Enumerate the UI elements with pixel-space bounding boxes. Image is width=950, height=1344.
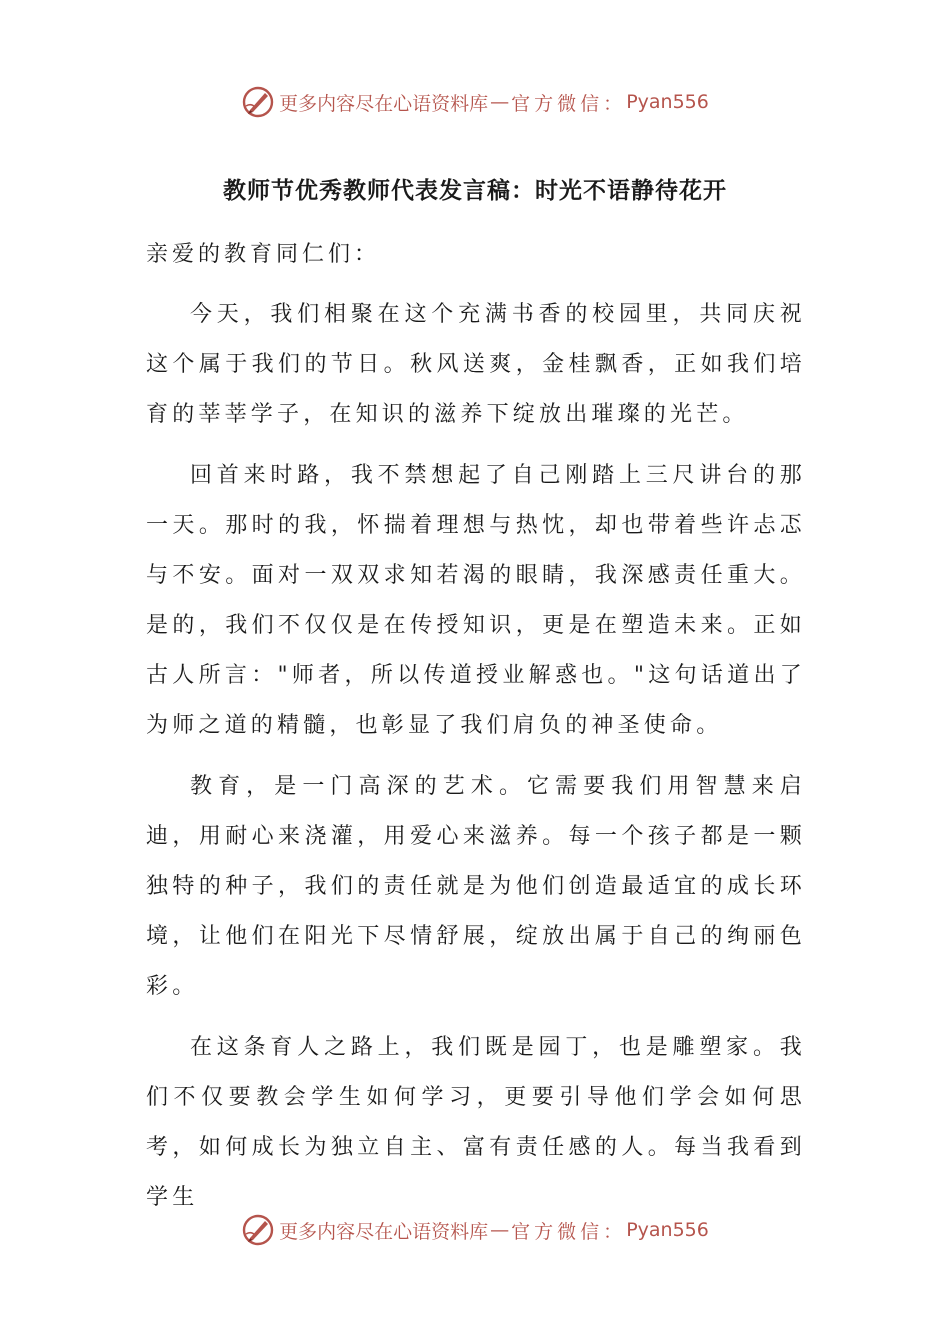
paragraph-4: 在这条育人之路上，我们既是园丁，也是雕塑家。我们不仅要教会学生如何学习，更要引导他们学会如何思考，如何成长为独立自主、富有责任感的人。每当我看到学生 (146, 1035, 806, 1210)
footer-banner (0, 1210, 950, 1250)
paragraph-1: 今天，我们相聚在这个充满书香的校园里，共同庆祝这个属于我们的节日。秋风送爽，金桂飘香，正如我们培育的莘莘学子，在知识的滋养下绽放出璀璨的光芒。 (146, 302, 806, 427)
paragraph-3: 教育，是一门高深的艺术。它需要我们用智慧来启迪，用耐心来浇灌，用爱心来滋养。每一个孩子都是一颗独特的种子，我们的责任就是为他们创造最适宜的成长环境，让他们在阳光下尽情舒展，绽放出属于自己的绚丽色彩。 (146, 774, 806, 999)
banner-wechat-label: 官方微信： (511, 1220, 627, 1243)
banner-wechat-id: Pyan556 (626, 91, 709, 113)
document-body (146, 230, 806, 1234)
salutation: 亲爱的教育同仁们： (146, 242, 381, 267)
banner-dash: — (490, 1219, 510, 1241)
banner-wechat-label: 官方微信： (511, 92, 627, 115)
banner-wechat-id: Pyan556 (626, 1219, 709, 1241)
header-banner (0, 82, 950, 122)
quill-pen-logo-icon (241, 85, 275, 119)
quill-pen-logo-icon (241, 1213, 275, 1247)
document-title: 教师节优秀教师代表发言稿：时光不语静待花开 (223, 177, 727, 204)
banner-dash: — (490, 91, 510, 113)
banner-main-text: 更多内容尽在心语资料库 (279, 92, 489, 115)
paragraph-2: 回首来时路，我不禁想起了自己刚踏上三尺讲台的那一天。那时的我，怀揣着理想与热忱，却也带着些许忐忑与不安。面对一双双求知若渴的眼睛，我深感责任重大。是的，我们不仅仅是在传授知识，更是在塑造未来。正如古人所言："师者，所以传道授业解惑也。"这句话道出了为师之道的精髓，也彰显了我们肩负的神圣使命。 (146, 463, 806, 738)
banner-main-text: 更多内容尽在心语资料库 (279, 1220, 489, 1243)
